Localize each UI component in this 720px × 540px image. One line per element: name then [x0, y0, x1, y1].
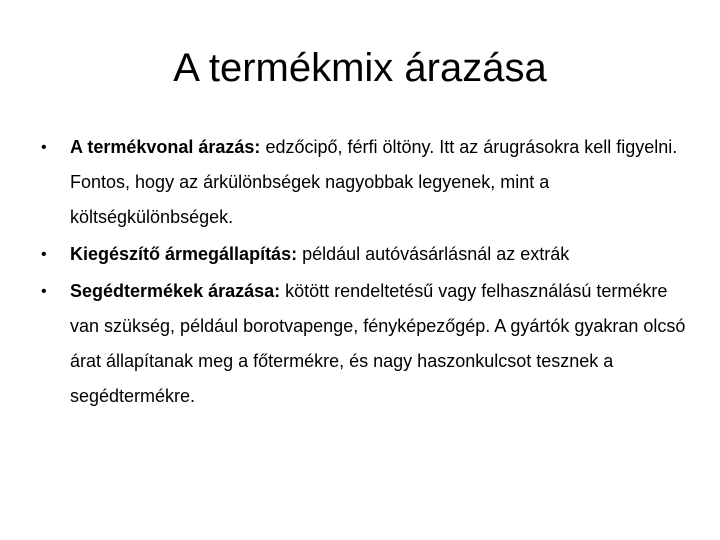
- bullet-term: Segédtermékek árazása:: [70, 281, 281, 301]
- bullet-dot-icon: •: [41, 283, 47, 300]
- slide-title: A termékmix árazása: [173, 46, 547, 90]
- bullet-term: A termékvonal árazás:: [70, 137, 261, 157]
- bullet-item-captive-product-pricing: [36, 274, 696, 414]
- bullet-text: kötött rendeltetésű vagy felhasználású termékre van szükség, például borotvapenge, fényképezőgép. A gyártók gyakran olcsó árat állapítanak meg a főtermékre, és nagy haszonkulcsot tesznek a segédtermékre.: [70, 281, 686, 406]
- bullet-term: Kiegészítő ármegállapítás:: [70, 244, 298, 264]
- bullet-dot-icon: •: [41, 246, 47, 263]
- bullet-text: edzőcipő, férfi öltöny. Itt az árugrásokra kell figyelni. Fontos, hogy az árkülönbségek nagyobbak legyenek, mint a költségkülönbségek.: [70, 137, 678, 227]
- bullet-item-product-line-pricing: [36, 130, 696, 235]
- bullet-text: például autóvásárlásnál az extrák: [297, 244, 570, 264]
- bullet-dot-icon: •: [41, 139, 47, 156]
- bullet-item-optional-product-pricing: [36, 237, 696, 272]
- bullet-list: [36, 130, 696, 416]
